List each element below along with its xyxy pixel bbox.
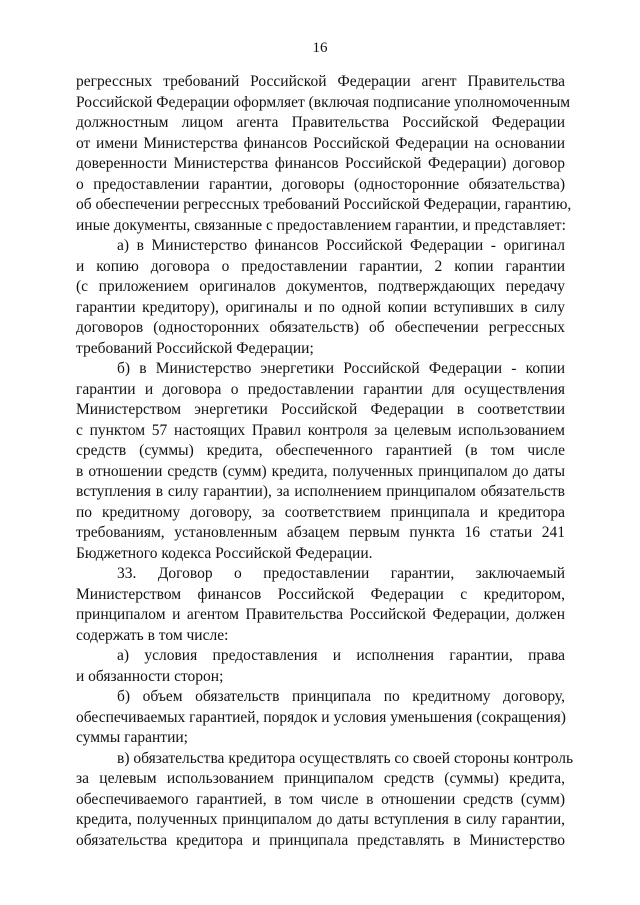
text-line: б) в Министерство энергетики Российской Федерации - копии <box>117 360 565 377</box>
text-line: и обязанности сторон; <box>76 667 224 685</box>
text-line: вступления в силу гарантии), за исполнением принципалом обязательств <box>76 483 565 500</box>
text-line: должностным лицом агента Правительства Российской Федерации <box>76 114 565 131</box>
text-line: Министерством финансов Российской Федерации с кредитором, <box>76 585 565 603</box>
text-line: Министерством энергетики Российской Федерации в соответствии <box>76 401 565 418</box>
page-number: 16 <box>312 40 328 56</box>
text-line: за целевым использованием принципалом средств (суммы) кредита, <box>76 770 565 787</box>
text-line: по кредитному договору, за соответствием принципала и кредитора <box>76 503 565 521</box>
text-line: обязательства кредитора и принципала представлять в Министерство <box>76 831 565 849</box>
text-line: требований Российской Федерации; <box>76 339 314 357</box>
text-line: средств (суммы) кредита, обеспеченного гарантией (в том числе <box>76 442 565 459</box>
text-line: принципалом и агентом Правительства Российской Федерации, должен <box>76 606 565 623</box>
text-line: а) условия предоставления и исполнения гарантии, права <box>117 647 565 664</box>
text-line: в отношении средств (сумм) кредита, полученных принципалом до даты <box>76 462 565 480</box>
text-line: Российской Федерации оформляет (включая подписание уполномоченным <box>76 93 571 111</box>
text-line: обеспечиваемых гарантией, порядок и условия уменьшения (сокращения) <box>76 708 566 726</box>
text-line: с пунктом 57 настоящих Правил контроля за целевым использованием <box>76 421 565 439</box>
text-line: (с приложением оригиналов документов, подтверждающих передачу <box>76 278 565 295</box>
text-line: и копию договора о предоставлении гарантии, 2 копии гарантии <box>76 257 565 275</box>
text-line: договоров (односторонних обязательств) об обеспечении регрессных <box>76 319 565 336</box>
text-line: а) в Министерство финансов Российской Федерации - оригинал <box>117 237 565 254</box>
text-line: иные документы, связанные с предоставлением гарантии, и представляет: <box>76 216 566 234</box>
text-line: б) объем обязательств принципала по кредитному договору, <box>117 688 565 705</box>
text-line: доверенности Министерства финансов Российской Федерации) договор <box>76 155 565 172</box>
text-line: обеспечиваемого гарантией, в том числе в отношении средств (сумм) <box>76 790 565 808</box>
text-line: содержать в том числе: <box>76 626 229 644</box>
text-line: кредита, полученных принципалом до даты вступления в силу гарантии, <box>76 811 565 828</box>
text-line: от имени Министерства финансов Российской Федерации на основании <box>76 134 565 152</box>
text-line: о предоставлении гарантии, договоры (односторонние обязательства) <box>76 175 565 193</box>
text-line: требованиям, установленным абзацем первым пункта 16 статьи 241 <box>76 524 565 541</box>
text-line: регрессных требований Российской Федерации агент Правительства <box>76 73 565 90</box>
text-line: гарантии кредитору), оригиналы и по одной копии вступивших в силу <box>76 298 565 316</box>
text-line: Бюджетного кодекса Российской Федерации. <box>76 544 373 562</box>
text-line: гарантии и договора о предоставлении гарантии для осуществления <box>76 380 565 398</box>
text-line: в) обязательства кредитора осуществлять со своей стороны контроль <box>117 749 574 767</box>
text-line: суммы гарантии; <box>76 729 188 746</box>
text-line: об обеспечении регрессных требований Российской Федерации, гарантию, <box>76 196 572 213</box>
text-line: 33. Договор о предоставлении гарантии, заключаемый <box>117 565 565 582</box>
